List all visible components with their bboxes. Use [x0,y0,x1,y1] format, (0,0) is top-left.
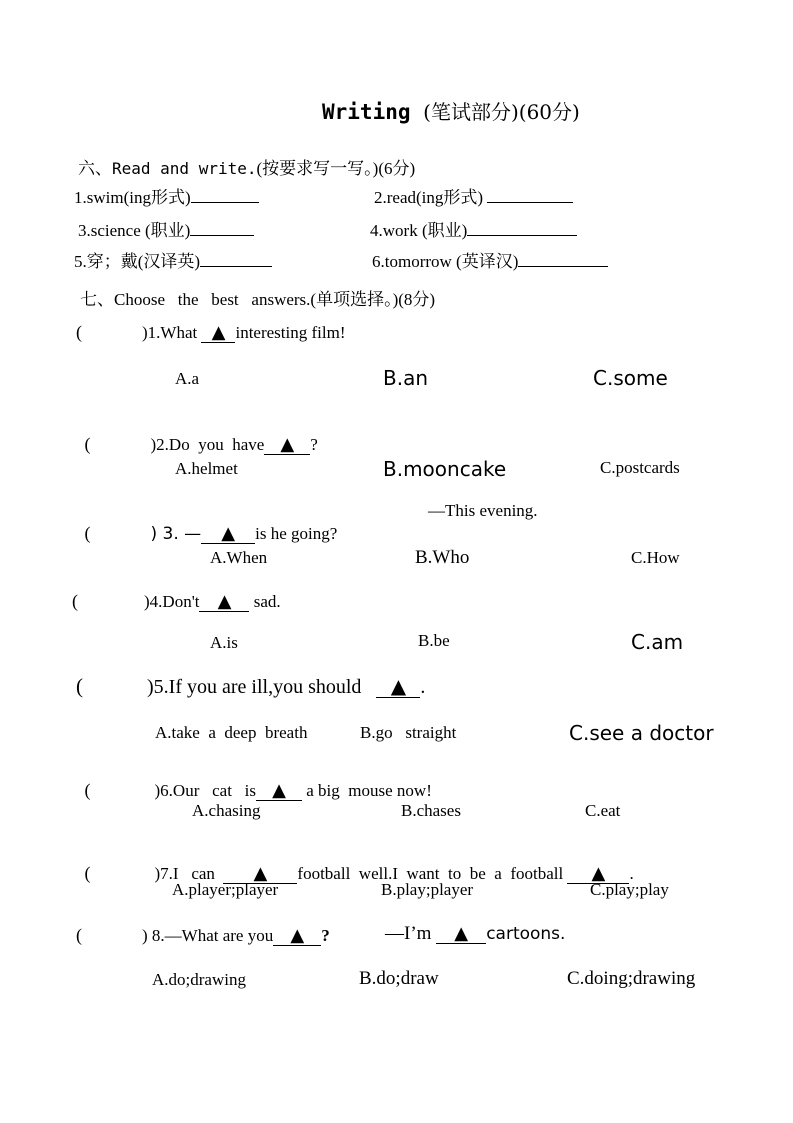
q1-option-a[interactable]: A.a [175,369,200,388]
answer-bracket: ( [76,674,83,698]
triangle-icon: ▲ [454,923,469,944]
question-6-tail: a big mouse now! [306,781,432,800]
q7-option-b[interactable]: B.play;player [381,880,474,899]
write-item-6-text: 6.tomorrow (英译汉) [372,252,519,271]
write-item-5-text: 5.穿；戴(汉译英) [74,252,201,271]
question-2-tail: ? [310,435,318,454]
section-6-title: Read and write. [112,159,257,178]
question-4-blank[interactable] [199,593,249,612]
question-2-blank[interactable] [264,436,310,455]
triangle-icon: ▲ [272,780,286,801]
question-2-stem: )2.Do you have [150,435,265,454]
answer-bracket: ( [84,863,91,883]
q1-option-b[interactable]: B.an [383,366,429,390]
answer-blank[interactable] [191,188,259,203]
q1-option-c[interactable]: C.some [593,366,668,390]
question-3-reply: —This evening. [428,501,538,520]
write-item-2-text: 2.read(ing形式) [374,188,484,207]
section-6-number: 六、 [78,159,112,178]
answer-bracket: ( [76,322,82,342]
question-7-stem: )7.I can [154,864,215,883]
answer-bracket: ( [76,925,82,945]
question-4-tail: sad. [253,592,281,611]
answer-blank[interactable] [467,221,577,236]
q8-option-b[interactable]: B.do;draw [359,968,439,989]
triangle-icon: ▲ [221,523,236,544]
question-7-middle: football well.I want to be a football [297,864,564,883]
q8-option-c[interactable]: C.doing;drawing [567,968,696,989]
question-5-stem: )5.If you are ill,you should [147,676,362,698]
question-8-tail: ? [321,926,330,945]
q7-option-a[interactable]: A.player;player [172,880,279,899]
write-item-1-text: 1.swim(ing形式) [74,188,191,207]
q2-option-b[interactable]: B.mooncake [383,457,507,481]
triangle-icon: ▲ [290,925,305,946]
q6-option-a[interactable]: A.chasing [192,801,261,820]
answer-blank[interactable] [487,188,573,203]
question-6-stem: )6.Our cat is [154,781,257,800]
q2-option-c[interactable]: C.postcards [600,458,680,477]
title-en: Writing [322,100,411,124]
question-5-tail: . [420,676,426,698]
answer-blank[interactable] [518,252,608,267]
question-3-blank[interactable] [201,525,255,544]
q3-option-c[interactable]: C.How [631,548,680,567]
triangle-icon: ▲ [211,322,226,343]
q5-option-c[interactable]: C.see a doctor [569,721,714,745]
question-8-reply-prefix: —I’m [385,923,432,944]
question-4-stem: )4.Don't [144,592,200,611]
question-3-tail: is he going? [255,524,338,543]
question-1-tail: interesting film! [235,323,346,342]
answer-blank[interactable] [190,221,254,236]
page-title [322,96,580,125]
write-item-2 [374,183,573,208]
answer-bracket: ( [84,523,91,543]
q3-option-a[interactable]: A.When [210,548,268,567]
question-8-blank[interactable] [273,927,321,946]
question-2 [76,414,318,455]
q5-option-b[interactable]: B.go straight [360,723,457,742]
q4-option-c[interactable]: C.am [631,630,684,654]
question-8-reply-tail: cartoons. [486,924,566,944]
section-7-heading: 七、Choose the best answers.(单项选择。)(8分) [80,290,436,309]
triangle-icon: ▲ [591,863,606,884]
question-4 [72,591,281,612]
question-3 [76,503,337,544]
answer-blank[interactable] [200,252,272,267]
write-item-4 [370,216,577,241]
section-6-heading [78,154,415,179]
triangle-icon: ▲ [217,591,232,612]
write-item-5 [74,247,272,272]
q4-option-a[interactable]: A.is [210,633,238,652]
title-cn: (笔试部分)(60分) [423,100,580,124]
triangle-icon: ▲ [253,863,268,884]
question-6-blank[interactable] [256,782,302,801]
q3-option-b[interactable]: B.Who [415,547,470,568]
q6-option-b[interactable]: B.chases [401,801,461,820]
question-6 [76,760,432,801]
q7-option-c[interactable]: C.play;play [590,880,669,899]
question-3-stem: ) 3. — [150,524,202,544]
section-6-instruction: (按要求写一写。)(6分) [256,159,416,178]
q2-option-a[interactable]: A.helmet [175,459,238,478]
write-item-1 [74,183,259,208]
q8-option-a[interactable]: A.do;drawing [152,970,246,989]
question-7-tail: . [629,864,634,883]
question-8 [76,925,330,946]
write-item-3-text: 3.science (职业) [78,221,191,240]
question-1-stem: )1.What [142,323,198,342]
question-8-stem: ) 8.—What are you [142,926,274,945]
triangle-icon: ▲ [280,434,295,455]
q4-option-b[interactable]: B.be [418,631,450,650]
triangle-icon: ▲ [390,674,407,698]
question-1 [76,322,346,343]
question-8-reply [385,923,565,945]
question-8-reply-blank[interactable] [436,924,486,944]
question-7 [76,843,634,884]
q5-option-a[interactable]: A.take a deep breath [155,723,308,742]
write-item-3 [78,216,254,241]
write-item-6 [372,247,608,272]
answer-bracket: ( [84,780,91,800]
question-5-blank[interactable] [376,676,420,698]
answer-bracket: ( [72,591,78,611]
q6-option-c[interactable]: C.eat [585,801,621,820]
question-5 [76,674,425,699]
question-1-blank[interactable] [201,324,235,343]
write-item-4-text: 4.work (职业) [370,221,468,240]
answer-bracket: ( [84,434,91,454]
